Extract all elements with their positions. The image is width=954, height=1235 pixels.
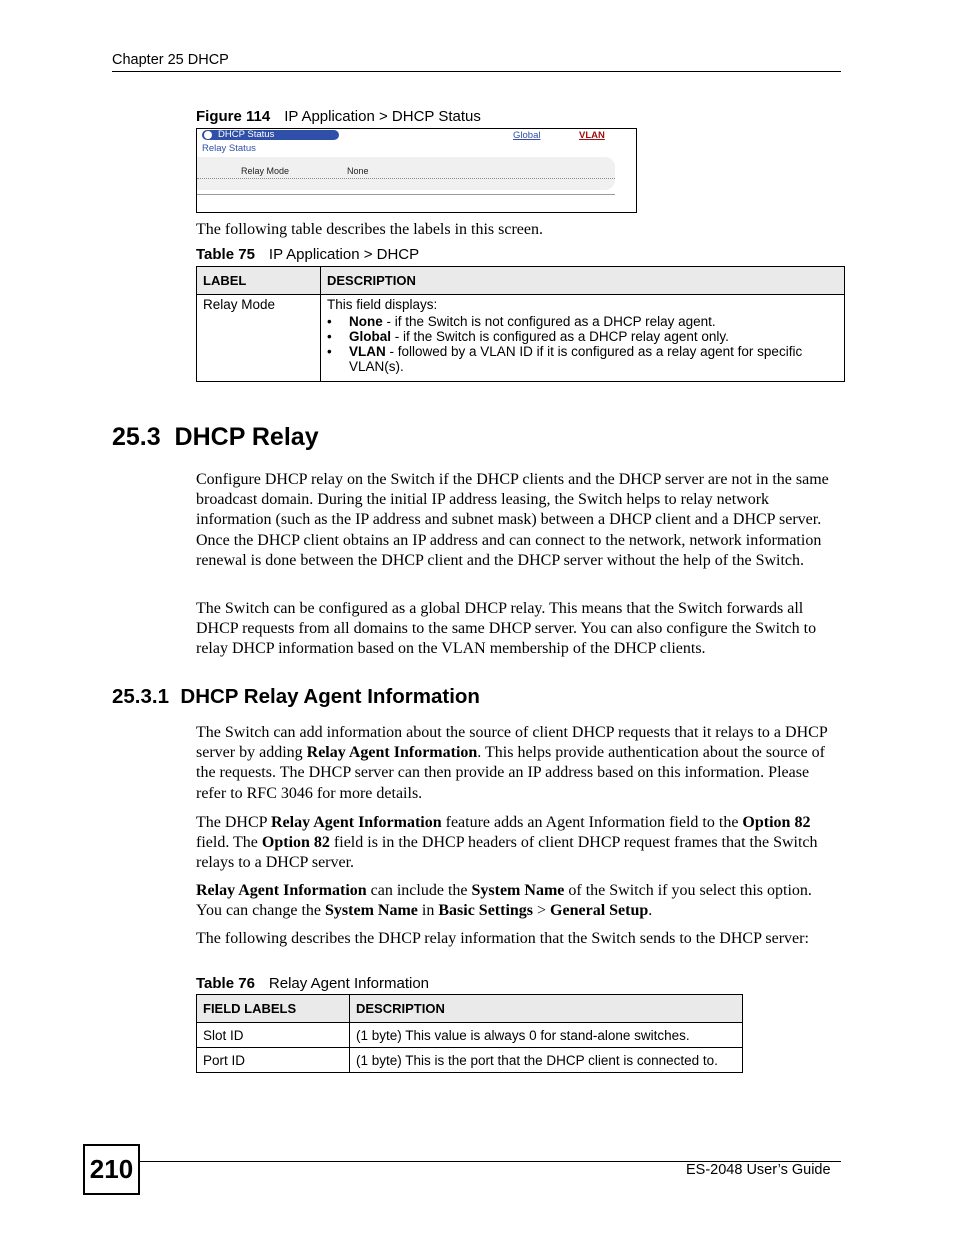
- subsection-paragraph-3: [196, 881, 826, 921]
- table-row: [197, 295, 845, 382]
- chapter-header: Chapter 25 DHCP: [112, 52, 229, 68]
- table75-row-label: Relay Mode: [197, 295, 321, 382]
- text-run: field. The: [196, 834, 262, 852]
- bold-run: Option 82: [742, 814, 811, 831]
- section-heading: 25.3 DHCP Relay: [112, 423, 319, 451]
- text-run: . This helps provide authentication about the source of the requests. The DHCP server can then provide an IP address based on this information. Please refer to RFC 3046 for more details.: [196, 744, 825, 802]
- table76-header-row: [197, 995, 743, 1023]
- bottom-divider: [197, 194, 615, 195]
- header-rule: [112, 71, 841, 72]
- bullet-text: - if the Switch is not configured as a DHCP relay agent.: [382, 313, 716, 329]
- bold-run: Basic Settings: [438, 902, 534, 920]
- global-link: Global: [513, 130, 541, 141]
- table75-col-description: DESCRIPTION: [321, 267, 845, 295]
- figure-caption-text: IP Application > DHCP Status: [284, 108, 481, 125]
- bold-run: System Name: [325, 902, 418, 920]
- text-run: feature adds an Agent Information field to the: [441, 814, 743, 831]
- bold-run: Relay Agent Information: [196, 882, 367, 899]
- relay-status-title: Relay Status: [202, 143, 256, 154]
- table75-col-label: LABEL: [197, 267, 321, 295]
- bullet-term: VLAN: [349, 344, 386, 360]
- table-76: [196, 994, 743, 1073]
- table75-bullet-list: [327, 314, 838, 375]
- table75-row-description: [321, 295, 845, 382]
- dhcp-status-tab: [202, 130, 339, 140]
- text-run: The DHCP: [196, 814, 271, 831]
- subsection-paragraph-1: [196, 723, 836, 804]
- subsection-heading: 25.3.1 DHCP Relay Agent Information: [112, 685, 480, 708]
- table76-desc-cell: (1 byte) This is the port that the DHCP client is connected to.: [350, 1048, 743, 1073]
- dhcp-status-tab-label: DHCP Status: [218, 129, 275, 140]
- bullet-text: - followed by a VLAN ID if it is configured as a relay agent for specific VLAN(s).: [349, 344, 803, 375]
- table76-caption-text: Relay Agent Information: [268, 975, 430, 992]
- text-run: >: [533, 902, 551, 920]
- table76-field-cell: Port ID: [197, 1048, 350, 1073]
- table76-col-field: FIELD LABELS: [197, 995, 350, 1023]
- section-paragraph-2: The Switch can be configured as a global DHCP relay. This means that the Switch forwards all DHCP requests from all domains to the same DHCP server. You can also configure the Switch to relay DHCP information based on the VLAN membership of the DHCP clients.: [196, 600, 817, 658]
- dhcp-status-screenshot: [196, 128, 637, 213]
- relay-mode-label: Relay Mode: [241, 166, 290, 176]
- list-item: [327, 344, 838, 375]
- figure-caption: [196, 108, 481, 125]
- figure-caption-number: Figure 114: [196, 108, 271, 125]
- table76-desc-cell: (1 byte) This value is always 0 for stand-alone switches.: [350, 1023, 743, 1048]
- bullet-term: None: [349, 313, 383, 329]
- table-row: [197, 1023, 743, 1048]
- table75-caption-number: Table 75: [196, 246, 255, 263]
- text-run: in: [417, 902, 439, 920]
- table75-header-row: [197, 267, 845, 295]
- text-run: .: [648, 902, 653, 920]
- dotted-divider: [197, 178, 615, 179]
- text-run: field is in the DHCP headers of client DHCP request frames that the Switch relays to a DHCP server.: [196, 834, 818, 872]
- list-item: [327, 329, 838, 344]
- intro-line: The following table describes the labels in this screen.: [196, 221, 544, 238]
- table75-caption: [196, 246, 419, 263]
- guide-title: ES-2048 User’s Guide: [686, 1162, 831, 1178]
- subsection-paragraph-2: [196, 813, 841, 874]
- table75-desc-intro: This field displays:: [327, 297, 438, 312]
- bullet-term: Global: [349, 328, 392, 344]
- text-run: The Switch can add information about the source of client DHCP requests that it relays to a DHCP server by adding: [196, 724, 828, 762]
- bold-run: Relay Agent Information: [270, 814, 442, 831]
- page-number: 210: [83, 1144, 140, 1195]
- text-run: of the Switch if you select this option. You can change the: [196, 882, 812, 920]
- table76-col-description: DESCRIPTION: [350, 995, 743, 1023]
- tab-bullet-icon: [204, 131, 212, 139]
- vlan-link: VLAN: [579, 130, 605, 141]
- table75-caption-text: IP Application > DHCP: [268, 246, 420, 263]
- bullet-text: - if the Switch is configured as a DHCP relay agent only.: [391, 328, 729, 344]
- bold-run: Option 82: [261, 834, 330, 852]
- subsection-paragraph-4: The following describes the DHCP relay information that the Switch sends to the DHCP server:: [196, 930, 809, 947]
- relay-mode-value: None: [347, 166, 369, 176]
- table-75: [196, 266, 845, 382]
- bold-run: System Name: [471, 882, 565, 899]
- bold-run: Relay Agent Information: [306, 744, 478, 762]
- table76-field-cell: Slot ID: [197, 1023, 350, 1048]
- bold-run: General Setup: [550, 902, 649, 920]
- text-run: can include the: [366, 882, 472, 899]
- table76-caption-number: Table 76: [196, 975, 255, 992]
- table-row: [197, 1048, 743, 1073]
- table76-caption: [196, 975, 429, 992]
- section-paragraph-1: Configure DHCP relay on the Switch if the DHCP clients and the DHCP server are not in the same broadcast domain. During the initial IP address leasing, the Switch helps to relay network information (such as the IP address and subnet mask) between a DHCP client and a DHCP server. Once the DHCP client obtains an IP address and can connect to the network, network information renewal is done between the DHCP client and the DHCP server without the help of the Switch.: [196, 471, 829, 569]
- list-item: [327, 314, 838, 329]
